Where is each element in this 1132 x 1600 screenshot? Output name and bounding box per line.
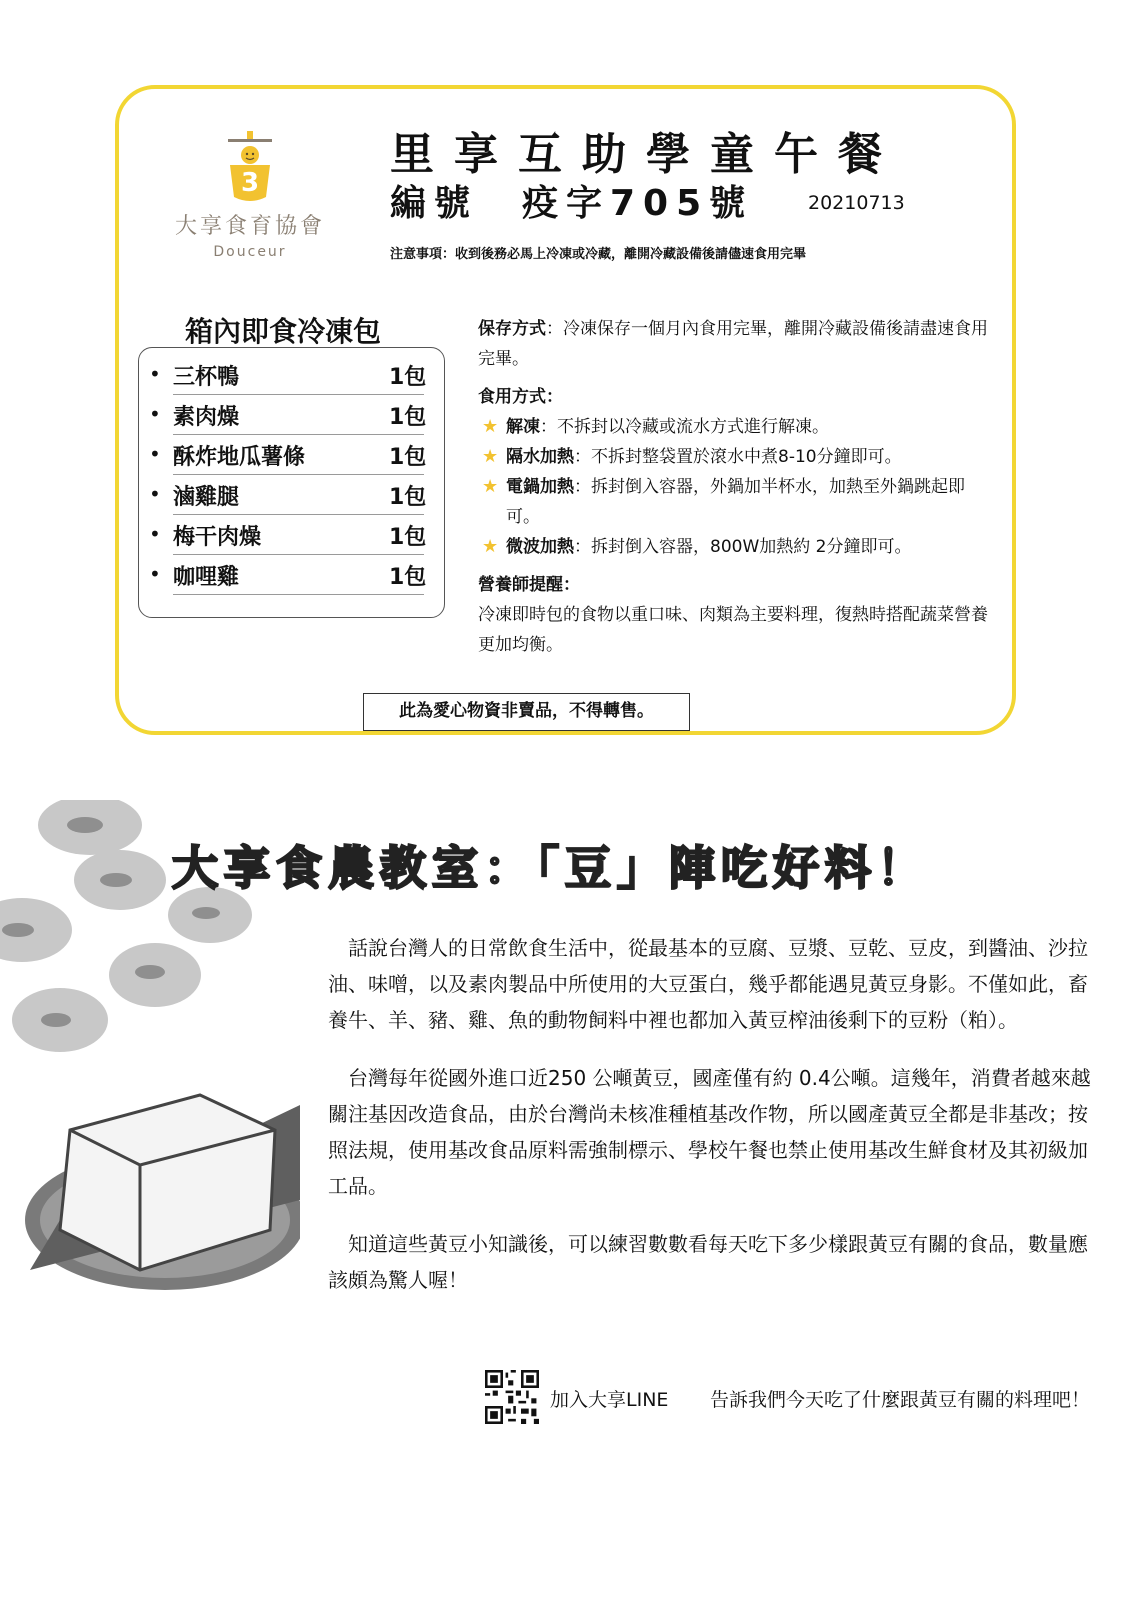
- article-body: [328, 930, 1098, 1320]
- bullet-icon: •: [149, 362, 161, 386]
- method-rice-cooker: ★ 電鍋加熱：拆封倒入容器，外鍋加半杯水，加熱至外鍋跳起即可。: [478, 472, 998, 532]
- article-title: 大享食農教室：「豆」陣吃好料！: [172, 841, 929, 895]
- line-qr-code-icon[interactable]: [485, 1370, 539, 1424]
- list-item: • 酥炸地瓜薯條 1包: [149, 436, 434, 476]
- logo-name-en: Douceur: [213, 244, 287, 260]
- page-title: 里享互助學童午餐: [390, 129, 902, 180]
- dietitian-label: 營養師提醒：: [478, 575, 580, 595]
- list-item: • 三杯鴨 1包: [149, 356, 434, 396]
- resale-notice: 此為愛心物資非賣品，不得轉售。: [363, 693, 690, 731]
- star-icon: ★: [482, 476, 499, 497]
- issue-date: 20210713: [808, 192, 905, 214]
- instructions: [478, 314, 998, 660]
- package-title: 箱內即食冷凍包: [185, 315, 382, 348]
- dietitian-text: 冷凍即時包的食物以重口味、肉類為主要料理，復熱時搭配蔬菜營養更加均衡。: [478, 605, 988, 655]
- usage-label: 食用方式：: [478, 387, 563, 407]
- bullet-icon: •: [149, 562, 161, 586]
- footer-prompt: 告訴我們今天吃了什麼跟黃豆有關的料理吧！: [710, 1389, 1091, 1411]
- package-list-box: [138, 347, 445, 618]
- list-item: • 梅干肉燥 1包: [149, 516, 434, 556]
- svg-text:3: 3: [240, 168, 260, 198]
- bullet-icon: •: [149, 442, 161, 466]
- article-paragraph: 話說台灣人的日常飲食生活中，從最基本的豆腐、豆漿、豆乾、豆皮，到醬油、沙拉油、味噌，以及素肉製品中所使用的大豆蛋白，幾乎都能遇見黃豆身影。不僅如此，畜養牛、羊、豬、雞、魚的動物飼料中裡也都加入黃豆榨油後剩下的豆粉（粕）。: [328, 936, 1088, 1032]
- line-join-link[interactable]: 加入大享LINE: [550, 1389, 669, 1411]
- tofu-icon: [25, 1095, 300, 1290]
- bullet-icon: •: [149, 482, 161, 506]
- list-item: • 滷雞腿 1包: [149, 476, 434, 516]
- bullet-icon: •: [149, 522, 161, 546]
- logo-mascot-icon: [220, 125, 280, 207]
- association-logo: [170, 125, 330, 265]
- article-paragraph: 知道這些黃豆小知識後，可以練習數數看每天吃下多少樣跟黃豆有關的食品，數量應該頗為驚人喔！: [328, 1232, 1088, 1292]
- method-microwave: ★ 微波加熱：拆封倒入容器，800W加熱約 2分鐘即可。: [478, 532, 998, 562]
- list-item: • 咖哩雞 1包: [149, 556, 434, 596]
- star-icon: ★: [482, 416, 499, 437]
- star-icon: ★: [482, 446, 499, 467]
- logo-name-cn: 大享食育協會: [174, 214, 325, 239]
- method-thaw: ★ 解凍：不拆封以冷藏或流水方式進行解凍。: [478, 412, 998, 442]
- bullet-icon: •: [149, 402, 161, 426]
- list-item: • 素肉燥 1包: [149, 396, 434, 436]
- star-icon: ★: [482, 536, 499, 557]
- method-water-bath: ★ 隔水加熱：不拆封整袋置於滾水中煮8-10分鐘即可。: [478, 442, 998, 472]
- storage-info: 保存方式：冷凍保存一個月內食用完畢，離開冷藏設備後請盡速食用完畢。: [478, 319, 988, 369]
- notice-text: 注意事項：收到後務必馬上冷凍或冷藏，離開冷藏設備後請儘速食用完畢: [390, 247, 807, 262]
- article-paragraph: 台灣每年從國外進口近250 公噸黃豆，國產僅有約 0.4公噸。這幾年，消費者越來越關注基因改造食品，由於台灣尚未核准種植基改作物，所以國產黃豆全都是非基改；按照法規，使用基改食品原料需強制標示、學校午餐也禁止使用基改生鮮食材及其初級加工品。: [328, 1066, 1091, 1198]
- serial-number: 編號 疫字705號: [390, 183, 754, 224]
